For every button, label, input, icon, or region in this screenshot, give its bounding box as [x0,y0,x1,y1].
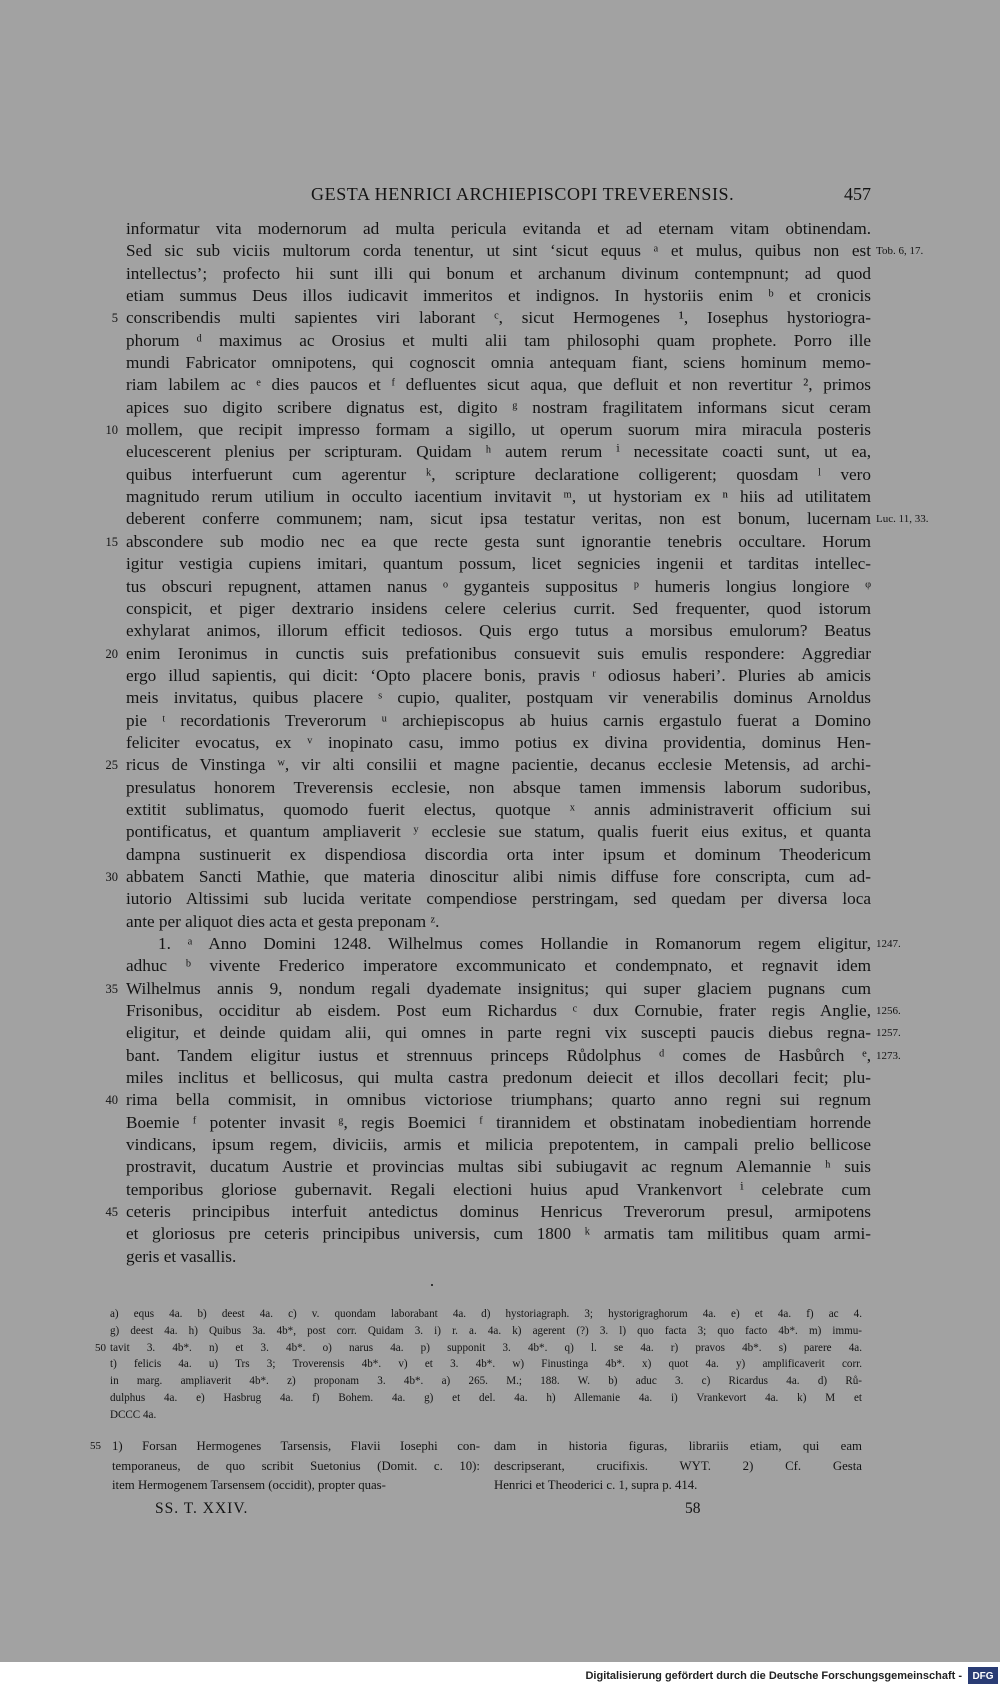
body-line-text: abbatem Sancti Mathie, que materia dinoscitur alibi nimis diffuse fore conscripta, cum ad- [126,866,871,886]
marginal-note: 1257. [876,1027,901,1040]
body-line [105,643,871,665]
body-line [126,665,871,687]
commentary-line [494,1437,862,1457]
body-line-text: tus obscuri repugnent, attamen nanus ᵒ gyganteis suppositus ᵖ humeris longius longiore ᵠ [126,576,871,596]
line-number: 55 [90,1440,101,1452]
marginal-note: 1256. [876,1005,901,1018]
line-number: 15 [105,534,118,549]
body-line [105,754,871,776]
body-line [126,218,871,240]
body-line-text: Boemie ᶠ potenter invasit ᵍ, regis Boemici ᶠ tirannidem et obstinatam inobedientiam horrende [126,1112,871,1132]
body-line-text: adhuc ᵇ vivente Frederico imperatore excommunicato et condempnato, et regnavit idem [126,956,871,976]
body-line-text: eligitur, et deinde quidam alii, qui omnes in parte regni vix suscepti paucis diebus regna- [126,1023,871,1043]
body-line-text: abscondere sub modio nec ea que recte gesta sunt ignorantie tenebris occultare. Horum [126,531,871,551]
volume-signature: SS. T. XXIV. [155,1500,249,1517]
commentary-column-left [112,1437,480,1496]
dfg-logo: DFG [968,1667,998,1684]
body-line [126,1045,901,1067]
line-number: 20 [105,646,118,661]
body-line-text: conscribendis multi sapientes viri laborant ᶜ, sicut Hermogenes ¹, Iosephus hystoriogra- [126,308,871,328]
body-line [126,1112,871,1134]
page-number: 457 [844,184,871,204]
commentary-line [494,1457,862,1477]
apparatus-line [110,1306,862,1323]
apparatus-line [110,1390,862,1407]
body-line-text: feliciter evocatus, ex ᵛ inopinato casu, immo potius ex divina providentia, dominus Hen- [126,732,871,752]
body-line [126,844,871,866]
body-line-text: meis invitatus, quibus placere ˢ cupio, qualiter, postquam vir venerabilis dominus Arnoldus [126,688,871,708]
commentary-line-text: item Hermogenem Tarsensem (occidit), propter quas- [112,1478,386,1492]
body-line-text: conspicit, et piger dextrario insidens celere celerius currit. Sed frequenter, quod istorum [126,598,871,618]
funding-notice: Digitalisierung gefördert durch die Deutsche Forschungsgemeinschaft - [585,1670,962,1682]
body-line-text: bant. Tandem eligitur iustus et strennuus princeps Růdolphus ᵈ comes de Hasbůrch ᵉ, [126,1045,871,1065]
commentary-line-text: Henrici et Theoderici c. 1, supra p. 414. [494,1478,698,1492]
apparatus-line [110,1373,862,1390]
critical-apparatus [95,1306,862,1424]
line-number: 40 [105,1093,118,1108]
marginal-note: 1273. [876,1049,901,1062]
body-line [126,1223,871,1245]
commentary-line [112,1476,480,1496]
body-line-text: mundi Fabricator omnipotens, qui cognoscit omnia antequam fiant, sciens hominum memo- [126,353,871,373]
line-number: 5 [111,311,118,326]
body-line-text: quibus interfuerunt cum agerentur ᵏ, scripture declaratione colligerent; quosdam ˡ vero [126,464,871,484]
running-header [126,184,871,210]
line-number: 45 [105,1205,118,1220]
body-line [126,955,871,977]
body-line-text: intellectus’; profecto hii sunt illi qui bonum et archanum divinum contempnunt; ad quod [126,263,871,283]
apparatus-line-text: t) felicis 4a. u) Trs 3; Troverensis 4b*. v) et 3. 4b*. w) Finustinga 4b*. x) quot 4a. y) amplificaverit corr. [110,1358,862,1371]
body-line [126,486,871,508]
body-line-text: elucescerent plenius per scripturam. Quidam ʰ autem rerum ⁱ necessitate coacti sunt, ut ea, [126,442,871,462]
body-line [126,911,871,933]
body-line [126,1179,871,1201]
body-line-text: Frisonibus, occiditur ab eisdem. Post eum Richardus ᶜ dux Cornubie, frater regis Anglie, [126,1001,871,1021]
page-title: GESTA HENRICI ARCHIEPISCOPI TREVERENSIS. [311,184,735,204]
body-line-text: ante per aliquot dies acta et gesta preponam ᶻ. [126,911,440,931]
body-line [126,1000,901,1022]
body-line-text: apices suo digito scribere dignatus est, digito ᵍ nostram fragilitatem informans sicut ceram [126,397,871,417]
line-number: 10 [105,423,118,438]
commentary-line-text: descripserant, crucifixis. WYT. 2) Cf. Gesta [494,1458,862,1473]
body-line-text: pie ᵗ recordationis Treverorum ᵘ archiepiscopus ab huius carnis ergastulo fuerat a Domino [126,710,871,730]
body-line [126,888,871,910]
body-line [126,508,929,530]
body-line-text: mollem, que recipit impresso formam a sigillo, ut operum suorum mira miracula posteris [126,420,871,440]
line-number: 35 [105,981,118,996]
body-line [126,799,871,821]
body-line [126,263,871,285]
body-line [126,330,871,352]
body-line-text: 1. ᵃ Anno Domini 1248. Wilhelmus comes Hollandie in Romanorum regem eligitur, [158,934,871,953]
body-line [126,732,871,754]
body-line [126,285,871,307]
body-line-text: enim Ieronimus in cunctis suis prefationibus consuevit suis emulis respondere: Aggrediar [126,643,871,663]
body-line [126,397,871,419]
main-text [105,218,929,1268]
apparatus-line-text: a) equs 4a. b) deest 4a. c) v. quondam laborabant 4a. d) hystoriagraph. 3; hystorigraghorum 4a. e) et 4a. f) ac 4. [110,1308,862,1320]
footer-bar [0,1662,1000,1692]
body-line-text: igitur vestigia cupiens imitari, quantum possum, licet segnicies ingenii et tarditas intellec- [126,554,871,574]
body-line [126,933,901,955]
body-line [105,1089,871,1111]
body-line-text: phorum ᵈ maximus ac Orosius et multi alii tam philosophi quam prophete. Porro ille [126,330,871,350]
apparatus-line [110,1323,862,1340]
line-number: 25 [105,758,118,773]
sheet-number: 58 [685,1500,701,1517]
apparatus-line [110,1356,862,1373]
body-line-text: et gloriosus pre ceteris principibus universis, cum 1800 ᵏ armatis tam militibus quam armi- [126,1224,871,1244]
commentary-line [494,1476,862,1496]
body-line [126,1246,871,1268]
body-line [126,620,871,642]
body-line [126,1067,871,1089]
body-line-text: exhylarat animos, illorum efficit tediosos. Quis ergo tutus a morsibus emulorum? Beatus [126,621,871,641]
body-line [105,978,871,1000]
body-line-text: iutorio Altissimi sub lucida veritate compendiose perstringam, sed quedam per diversa loca [126,889,871,909]
body-line [126,1134,871,1156]
commentary-line [112,1457,480,1477]
body-line [105,419,871,441]
body-line [105,1201,871,1223]
body-line-text: vindicans, ipsum regem, diviciis, armis et milicia prepotentem, in campali prelio bellicose [126,1135,871,1155]
apparatus-line-text: tavit 3. 4b*. n) et 3. 4b*. o) narus 4a. p) supponit 3. 4b*. q) l. se 4a. r) pravos 4b*. s) parere 4a. [110,1341,862,1354]
body-line [105,531,871,553]
body-line [126,464,871,486]
commentary-line-text: dam in historia figuras, librariis etiam, qui eam [494,1439,862,1453]
text-end-mark [431,1284,433,1286]
body-line [126,710,871,732]
body-line-text: riam labilem ac ᵉ dies paucos et ᶠ defluentes sicut aqua, que defluit et non revertitur ², primos [126,375,871,395]
body-line [126,553,871,575]
apparatus-line-text: g) deest 4a. h) Quibus 3a. 4b*, post corr. Quidam 3. i) r. a. 4a. k) agerent (?) 3. l) quo facta 3; quo facto 4b*. m) immu- [110,1324,862,1337]
body-line-text: miles inclitus et bellicosus, qui multa castra predonum deiecit et illos decollari fecit; plu- [126,1068,871,1088]
commentary-line-text: temporaneus, de quo scribit Suetonius (Domit. c. 10): [112,1458,480,1473]
body-line [126,1156,871,1178]
body-line [126,687,871,709]
body-line [126,374,871,396]
body-line-text: deberent conferre communem; nam, sicut ipsa testatur veritas, non est bonum, lucernam [126,509,871,529]
apparatus-line-text: in marg. ampliaverit 4b*. z) proponam 3. 4b*. a) 265. M.; 188. W. b) aduc 3. c) Ricardus 4a. d) Rů- [110,1375,862,1388]
body-line-text: presulatus honorem Treverensis ecclesie, non absque tamen immensis laborum sudoribus, [126,777,871,797]
body-line [126,821,871,843]
commentary-column-right [494,1437,862,1496]
body-line-text: prostravit, ducatum Austrie et provincias multas sibi subiugavit ac regnum Alemannie ʰ suis [126,1157,871,1177]
body-line [105,866,871,888]
body-line [111,307,871,329]
apparatus-line [110,1407,862,1424]
body-line-text: ricus de Vinstinga ʷ, vir alti consilii et magne pacientie, decanus ecclesie Metensis, ad archi- [126,755,871,775]
line-number: 50 [95,1341,106,1354]
body-line [126,352,871,374]
body-line-text: geris et vasallis. [126,1246,237,1266]
body-line-text: extitit sublimatus, quomodo fuerit electus, quotque ˣ annis administraverit officium sui [126,799,871,819]
line-number: 30 [105,869,118,884]
body-line-text: temporibus gloriose gubernavit. Regali electioni huius apud Vrankenvort ⁱ celebrate cum [126,1179,871,1199]
body-line-text: ceteris principibus interfuit antedictus dominus Henricus Treverorum presul, armipotens [126,1202,871,1222]
body-line-text: pontificatus, et quantum ampliaverit ʸ ecclesie sue statum, qualis fuerit eius exitus, et quanta [126,822,871,842]
apparatus-line-text: DCCC 4a. [110,1408,157,1421]
body-line-text: etiam summus Deus illos iudicavit immeritos et indignos. In hystoriis enim ᵇ et cronicis [126,286,871,306]
commentary-line [112,1437,480,1457]
commentary-line-text: 1) Forsan Hermogenes Tarsensis, Flavii Iosephi con- [112,1439,480,1453]
body-line-text: Wilhelmus annis 9, nondum regali dyademate insignitus; qui super glaciem pugnans cum [126,978,871,998]
body-line-text: dampna sustinuerit ex dispendiosa discordia orta inter ipsum et dominum Theodericum [126,844,871,864]
marginal-note: Tob. 6, 17. [876,245,924,258]
marginal-note: 1247. [876,938,901,950]
marginal-note: Luc. 11, 33. [876,513,929,526]
body-line-text: Sed sic sub viciis multorum corda tenentur, ut sint ‘sicut equus ᵃ et mulus, quibus non est [126,241,871,261]
body-line-text: rima bella commisit, in omnibus victoriose triumphans; quarto anno regni sui regnum [126,1090,871,1110]
body-line-text: magnitudo rerum utilium in occulto iacentium invitavit ᵐ, ut hystoriam ex ⁿ hiis ad utilitatem [126,487,871,507]
body-line [126,240,924,262]
body-line [126,777,871,799]
body-line [126,598,871,620]
body-line [126,576,871,598]
body-line [126,441,871,463]
body-line-text: informatur vita modernorum ad multa pericula evitanda et ad eternam vitam obtinendam. [126,219,871,238]
apparatus-line-text: dulphus 4a. e) Hasbrug 4a. f) Bohem. 4a. g) et del. 4a. h) Allemanie 4a. i) Vrankevort 4a. k) M et [110,1391,862,1404]
body-line [126,1022,901,1044]
apparatus-line [95,1340,862,1357]
body-line-text: ergo illud sapientis, qui dicit: ‘Opto placere bonis, pravis ʳ odiosus haberi’. Pluries ab amicis [126,665,871,685]
